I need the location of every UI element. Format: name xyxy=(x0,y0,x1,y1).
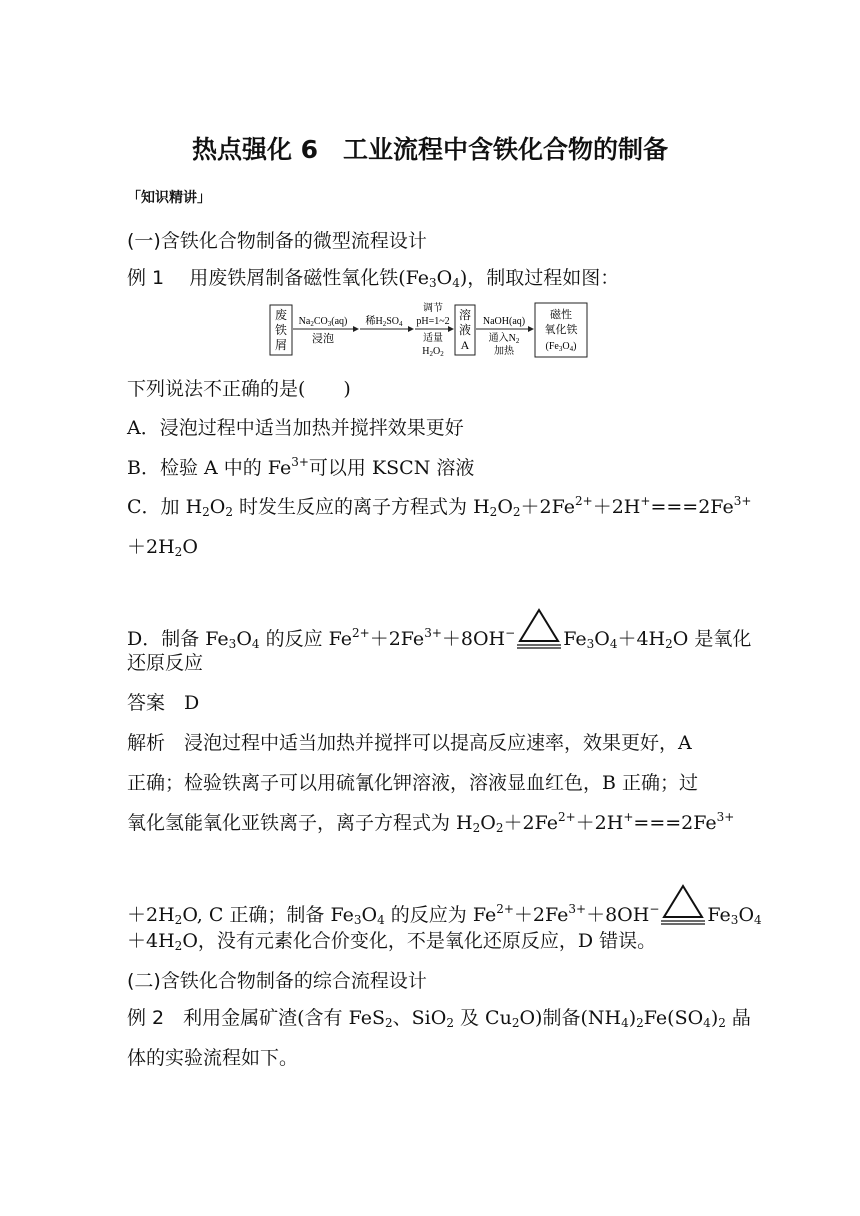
step1-top-label: $Na_2CO_3(aq)$ xyxy=(298,316,348,328)
box3-line-2: 氧化铁 xyxy=(544,324,578,336)
section-heading-1: (一)含铁化合物制备的微型流程设计 xyxy=(127,230,427,252)
question-stem: 下列说法不正确的是( ) xyxy=(127,378,351,400)
example-2-label: 例 2 xyxy=(127,1007,165,1029)
example-2-line-1: 例 2 利用金属矿渣(含有 FeS$_2$、SiO$_2$ 及 $Cu_2O$)制备$(NH_4)_2Fe(SO_4)_2$ 晶 xyxy=(127,1007,751,1030)
process-flow-diagram xyxy=(268,301,598,361)
analysis-line-5: $+4H_2O$，没有元素化合价变化，不是氧化还原反应，D 错误。 xyxy=(127,930,657,953)
step2-label: 稀$H_2SO_4$ xyxy=(365,316,403,328)
section-tag xyxy=(127,186,211,210)
step4-bottom-label-1: 通入$N_2$ xyxy=(488,333,520,345)
step1-bottom-label: 浸泡 xyxy=(312,333,334,345)
tag-bracket-open: 「 xyxy=(127,190,141,206)
step3-top-label-2: pH=1~2 xyxy=(416,316,450,327)
tag-label: 知识精讲 xyxy=(141,190,197,206)
option-a: A．浸泡过程中适当加热并搅拌效果更好 xyxy=(127,417,464,439)
arrow-4-head xyxy=(528,326,534,332)
box3-line-3: $(Fe_3O_4)$ xyxy=(545,341,577,353)
box2-char-2: 液 xyxy=(458,323,472,337)
box1-char-2: 铁 xyxy=(274,323,288,337)
arrow-1-head xyxy=(353,326,359,332)
box2-char-1: 溶 xyxy=(458,308,472,322)
page-title: 热点强化 6 工业流程中含铁化合物的制备 xyxy=(191,135,669,164)
option-b: B．检验 A 中的 $Fe^{3+}$可以用 KSCN 溶液 xyxy=(127,455,475,479)
section-heading-2: (二)含铁化合物制备的综合流程设计 xyxy=(127,970,427,992)
step3-bottom-label-1: 适量 xyxy=(423,333,443,344)
box1-char-1: 废 xyxy=(274,308,288,322)
answer-row xyxy=(127,691,199,715)
answer-value: D xyxy=(184,692,200,714)
example-1-text: 用废铁屑制备磁性氧化铁$(Fe_3O_4)$，制取过程如图： xyxy=(189,267,620,290)
option-d-line-1: D．制备 $Fe_3O_4$ 的反应 $Fe^{2+}+2Fe^{3+}+8OH^-$ $Fe_3O_4+4H_2O$ 是氧化 xyxy=(127,607,751,651)
analysis-line-4: $+2H_2O$, C 正确；制备 $Fe_3O_4$ 的反应为 $Fe^{2+}+2Fe^{3+}+8OH^-$ $Fe_3O_4$ xyxy=(127,883,762,927)
step3-top-label-1: 调节 xyxy=(423,303,443,314)
option-c-line-2: $+2H_2O$ xyxy=(127,536,198,559)
box1-char-3: 屑 xyxy=(274,338,288,352)
tag-bracket-close: 」 xyxy=(197,190,211,206)
option-c-line-1: C．加 $H_2O_2$ 时发生反应的离子方程式为 $H_2O_2+2Fe^{2+}+2H^+===2Fe^{3+}$ xyxy=(127,494,752,519)
step4-bottom-label-2: 加热 xyxy=(494,346,514,357)
analysis-label: 解析 xyxy=(127,732,166,754)
example-1-stem xyxy=(127,266,619,290)
option-d-line-2: 还原反应 xyxy=(127,652,204,674)
step3-bottom-label-2: $H_2O_2$ xyxy=(422,346,444,358)
box3-line-1: 磁性 xyxy=(550,309,572,321)
arrow-2-head xyxy=(408,326,414,332)
box2-char-3: A xyxy=(460,338,470,352)
example-1-label: 例 1 xyxy=(127,267,165,289)
heating-triangle-icon xyxy=(515,607,563,651)
analysis-line-2: 正确；检验铁离子可以用硫氰化钾溶液，溶液显血红色，B 正确；过 xyxy=(127,772,699,794)
heating-triangle-icon xyxy=(659,883,707,927)
analysis-line-1: 解析 浸泡过程中适当加热并搅拌可以提高反应速率，效果更好，A xyxy=(127,732,692,754)
example-2-line-2: 体的实验流程如下。 xyxy=(127,1047,299,1069)
analysis-line-3: 氧化氢能氧化亚铁离子，离子方程式为 $H_2O_2+2Fe^{2+}+2H^+===2Fe^{3+}$ xyxy=(127,810,735,835)
answer-label: 答案 xyxy=(127,692,166,714)
step4-top-label: NaOH(aq) xyxy=(482,316,526,327)
